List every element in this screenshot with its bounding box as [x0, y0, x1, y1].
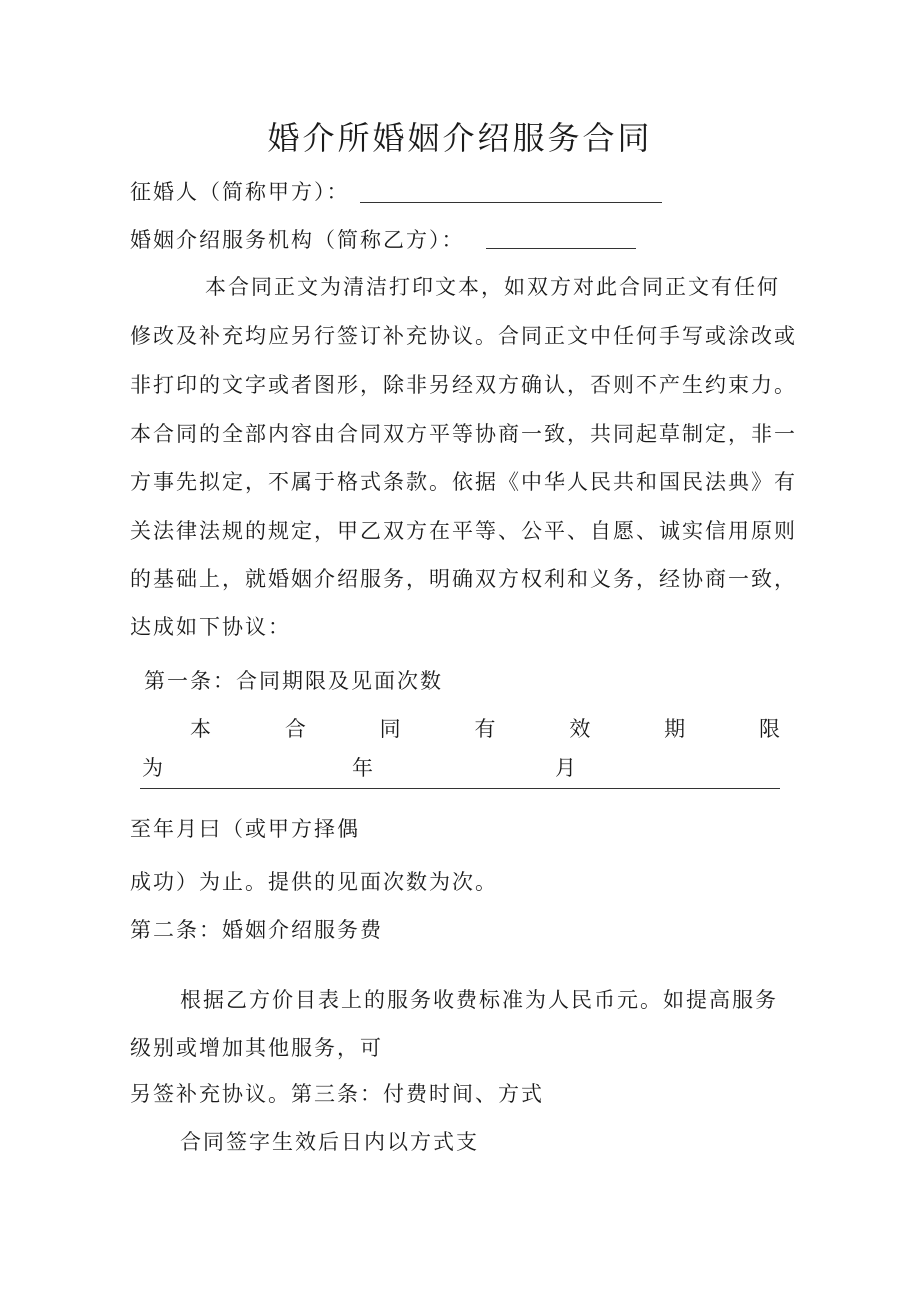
spread-char: 期	[664, 717, 686, 741]
spread-char: 同	[379, 717, 401, 741]
spread-char: 限	[758, 717, 780, 741]
document-title: 婚介所婚姻介绍服务合同	[267, 119, 653, 157]
party-b-blank	[486, 248, 636, 249]
spread-char: 本	[190, 717, 211, 741]
article2-line2: 级别或增加其他服务，可	[130, 1036, 383, 1060]
preamble-line: 本合同正文为清洁打印文本，如双方对此合同正文有任何	[205, 275, 780, 299]
article1-date-blank	[140, 788, 780, 789]
article2-line4: 合同签字生效后日内以方式支	[180, 1130, 479, 1154]
party-b-label: 婚姻介绍服务机构（简称乙方）：	[130, 228, 465, 252]
article2-line1: 根据乙方价目表上的服务收费标准为人民币元。如提高服务	[180, 988, 778, 1012]
preamble-line: 方事先拟定，不属于格式条款。依据《中华人民共和国民法典》有	[130, 470, 797, 494]
spread-char: 效	[569, 717, 591, 741]
preamble-line: 修改及补充均应另行签订补充协议。合同正文中任何手写或涂改或	[130, 324, 797, 348]
preamble-line: 的基础上，就婚姻介绍服务，明确双方权利和义务，经协商一致，	[130, 567, 797, 591]
party-a-label: 征婚人（简称甲方）：	[130, 180, 350, 204]
article2-line3: 另签补充协议。第三条：付费时间、方式	[130, 1082, 544, 1106]
article2-heading: 第二条：婚姻介绍服务费	[130, 918, 383, 942]
spread-char: 合	[284, 717, 306, 741]
spread-char: 有	[474, 717, 496, 741]
article1-line3: 成功）为止。提供的见面次数为次。	[130, 870, 498, 894]
article1-yue: 月	[555, 756, 578, 780]
preamble-line: 达成如下协议：	[130, 615, 291, 639]
preamble-line: 本合同的全部内容由合同双方平等协商一致，共同起草制定，非一	[130, 422, 797, 446]
preamble-line: 关法律法规的规定，甲乙双方在平等、公平、自愿、诚实信用原则	[130, 519, 797, 543]
article1-nian: 年	[352, 756, 375, 780]
article1-spread-line	[190, 713, 780, 745]
party-a-blank	[360, 202, 662, 203]
article1-heading: 第一条：合同期限及见面次数	[144, 669, 443, 693]
article1-line2: 至年月曰（或甲方择偶	[130, 817, 360, 841]
preamble-line: 非打印的文字或者图形，除非另经双方确认，否则不产生约束力。	[130, 373, 797, 397]
article1-wei: 为	[142, 756, 165, 780]
